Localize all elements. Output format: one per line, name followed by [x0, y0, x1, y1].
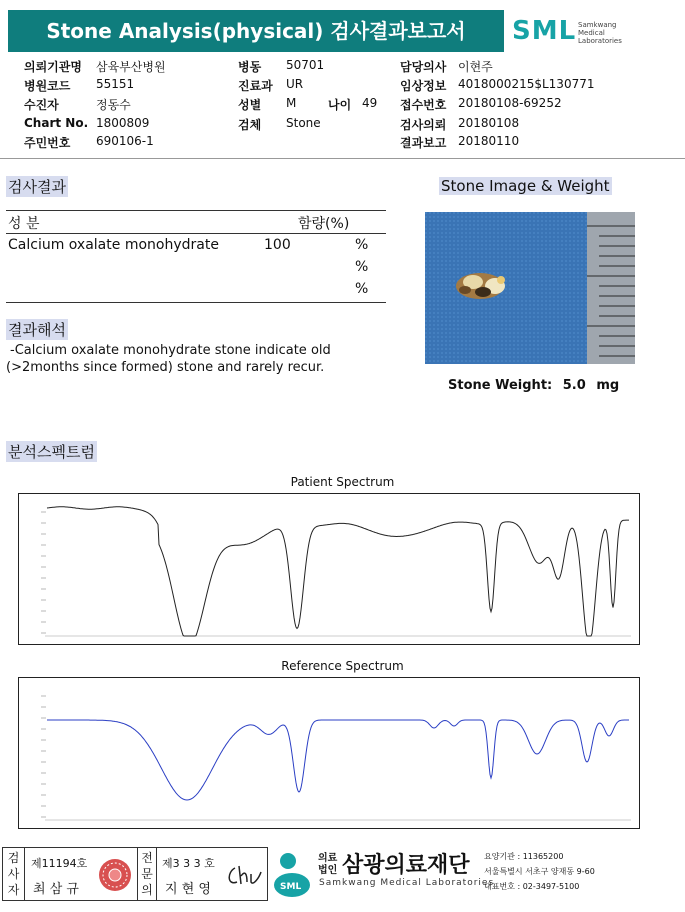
hospital-code-label: 병원코드 — [24, 79, 71, 93]
corp-type-1: 의료 — [318, 853, 338, 864]
stone-weight — [448, 378, 619, 393]
dept-value: UR — [286, 77, 304, 91]
stone-header: Stone Image & Weight — [441, 177, 610, 195]
logo-sub-1: Samkwang — [578, 21, 617, 29]
specialist-signature-icon — [225, 862, 263, 890]
footer — [0, 845, 685, 905]
receipt-label: 접수번호 — [400, 98, 447, 112]
institution-label: 의뢰기관명 — [24, 60, 82, 74]
reference-spectrum-chart — [18, 677, 640, 829]
interpretation-header: 결과해석 — [8, 321, 66, 339]
doctor-label: 담당의사 — [400, 60, 447, 74]
table-bottom-line — [6, 302, 386, 303]
report-value: 20180110 — [458, 134, 520, 148]
request-label: 검사의뢰 — [400, 118, 447, 132]
specialist-label: 전문의 — [137, 848, 157, 900]
corp-phone: 대표번호 : 02-3497-5100 — [484, 882, 580, 891]
corp-address: 서울특별시 서초구 양재동 9-60 — [484, 867, 595, 876]
specimen-value: Stone — [286, 116, 321, 130]
row-unit-3: % — [355, 281, 369, 297]
info-divider — [0, 158, 685, 159]
table-top-line — [6, 210, 386, 211]
hospital-code-value: 55151 — [96, 77, 135, 91]
reference-spectrum-plot — [19, 678, 639, 828]
corp-english-name: Samkwang Medical Laboratories — [319, 878, 495, 888]
request-value: 20180108 — [458, 116, 520, 130]
inspector-no: 제11194호 — [31, 857, 88, 870]
institution-code: 요양기관 : 11365200 — [484, 852, 564, 861]
stone-photo-graphic — [425, 212, 635, 364]
specialist-no: 제3 3 3 호 — [162, 857, 215, 870]
corp-name: 삼광의료재단 — [342, 853, 470, 878]
stone-photo — [425, 212, 635, 364]
resident-value: 690106-1 — [96, 134, 154, 148]
svg-text:SML: SML — [280, 882, 302, 892]
stone-weight-label: Stone Weight: — [448, 378, 553, 393]
patient-label: 수진자 — [24, 98, 59, 112]
sex-value: M — [286, 96, 297, 110]
stone-weight-value: 5.0 — [562, 378, 586, 393]
patient-spectrum-chart — [18, 493, 640, 645]
corp-type-2: 법인 — [318, 865, 338, 876]
dept-label: 진료과 — [238, 79, 273, 93]
row-component-1: Calcium oxalate monohydrate — [8, 237, 219, 253]
row-unit-2: % — [355, 259, 369, 275]
interpretation-line-2: (>2months since formed) stone and rarely recur. — [6, 360, 325, 375]
patient-spectrum-title: Patient Spectrum — [290, 475, 395, 489]
resident-label: 주민번호 — [24, 136, 71, 150]
row-unit-1: % — [355, 237, 369, 253]
doctor-value: 이현주 — [458, 60, 493, 74]
sex-label: 성별 — [238, 98, 262, 112]
age-label: 나이 — [328, 98, 352, 112]
specialist-name: 지 현 영 — [165, 882, 211, 897]
clinical-value: 4018000215$L130771 — [458, 77, 595, 91]
stone-weight-unit: mg — [596, 378, 620, 393]
reference-spectrum-title: Reference Spectrum — [281, 659, 404, 673]
col-content: 함량(%) — [298, 216, 350, 232]
logo-sub-2: Medical — [578, 29, 605, 37]
ward-value: 50701 — [286, 58, 325, 72]
receipt-value: 20180108-69252 — [458, 96, 562, 110]
patient-spectrum-plot — [19, 494, 639, 644]
samkwang-logo-icon — [272, 849, 318, 899]
spectrum-header: 분석스펙트럼 — [8, 443, 95, 461]
report-label: 결과보고 — [400, 136, 447, 150]
logo-sub-3: Laboratories — [578, 37, 622, 45]
ward-label: 병동 — [238, 60, 262, 74]
institution-value: 삼육부산병원 — [96, 60, 166, 74]
results-header: 검사결과 — [8, 178, 66, 196]
chart-label: Chart No. — [24, 116, 89, 130]
signature-box — [2, 847, 268, 901]
patient-value: 정동수 — [96, 98, 131, 112]
inspector-name: 최 삼 규 — [33, 882, 79, 897]
clinical-label: 임상정보 — [400, 79, 447, 93]
col-component: 성 분 — [8, 216, 40, 232]
interpretation-line-1: -Calcium oxalate monohydrate stone indicate old — [10, 343, 331, 358]
row-value-1: 100 — [264, 237, 291, 253]
specimen-label: 검체 — [238, 118, 262, 132]
sml-logo — [512, 14, 677, 54]
report-title: Stone Analysis(physical) 검사결과보고서 — [8, 10, 504, 52]
logo-text: SML — [512, 16, 577, 46]
table-header-line — [6, 233, 386, 234]
inspector-seal-icon — [96, 856, 134, 894]
chart-value: 1800809 — [96, 116, 150, 130]
inspector-label: 검사자 — [3, 848, 25, 900]
age-value: 49 — [362, 96, 378, 110]
